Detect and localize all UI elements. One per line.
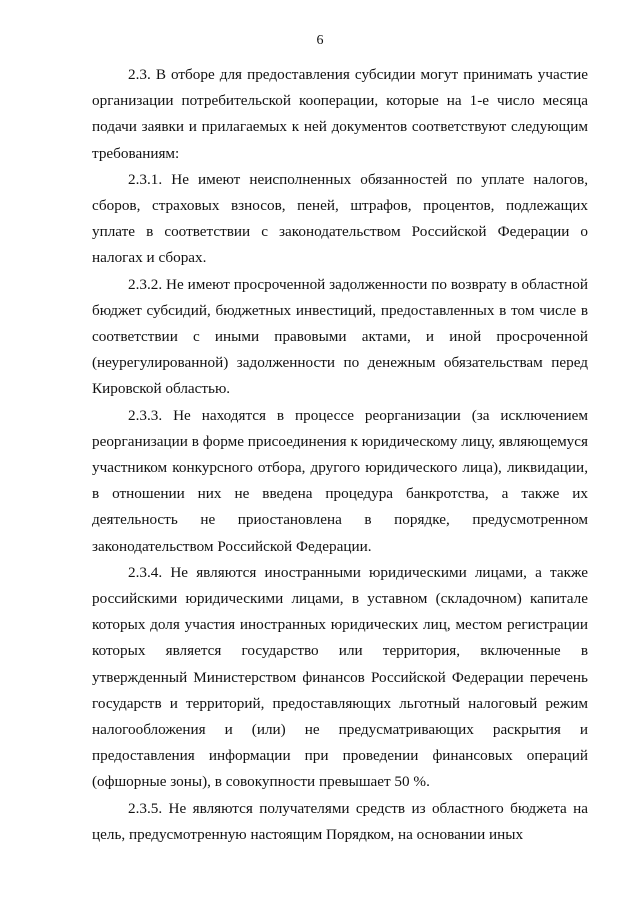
paragraph-2-3-3: 2.3.3. Не находятся в процессе реорганизации (за исключением реорганизации в форме присоединения к юридическому лицу, являющемуся участником конкурсного отбора, другого юридического лица), ликвидации, в отношении них не введена процедура банкротства, а также их деятельность не приостановлена в порядке, предусмотренном законодательством Российской Федерации. bbox=[92, 406, 588, 555]
paragraph-2-3-4: 2.3.4. Не являются иностранными юридическими лицами, а также российскими юридическими лицами, в уставном (складочном) капитале которых доля участия иностранных юридических лиц, местом регистрации которых является государство или территория, включенные в утвержденный Министерством финансов Российской Федерации перечень государств и территорий, предоставляющих льготный налоговый режим налогообложения и (или) не предусматривающих раскрытия и предоставления информации при проведении финансовых операций (офшорные зоны), в совокупности превышает 50 %. bbox=[92, 563, 588, 791]
paragraph-2-3-2: 2.3.2. Не имеют просроченной задолженности по возврату в областной бюджет субсидий, бюджетных инвестиций, предоставленных в том числе в соответствии с иными правовыми актами, и иной просроченной (неурегулированной) задолженности по денежным обязательствам перед Кировской областью. bbox=[92, 275, 588, 398]
paragraph-2-3-5: 2.3.5. Не являются получателями средств из областного бюджета на цель, предусмотренную настоящим Порядком, на основании иных bbox=[92, 799, 588, 843]
paragraph-2-3: 2.3. В отборе для предоставления субсидии могут принимать участие организации потребительской кооперации, которые на 1-е число месяца подачи заявки и прилагаемых к ней документов соответствуют следующим требованиям: bbox=[92, 66, 588, 162]
document-body bbox=[92, 62, 588, 848]
page-number: 6 bbox=[316, 33, 324, 48]
paragraph-2-3-1: 2.3.1. Не имеют неисполненных обязанностей по уплате налогов, сборов, страховых взносов, пеней, штрафов, процентов, подлежащих уплате в соответствии с законодательством Российской Федерации о налогах и сборах. bbox=[92, 170, 588, 267]
